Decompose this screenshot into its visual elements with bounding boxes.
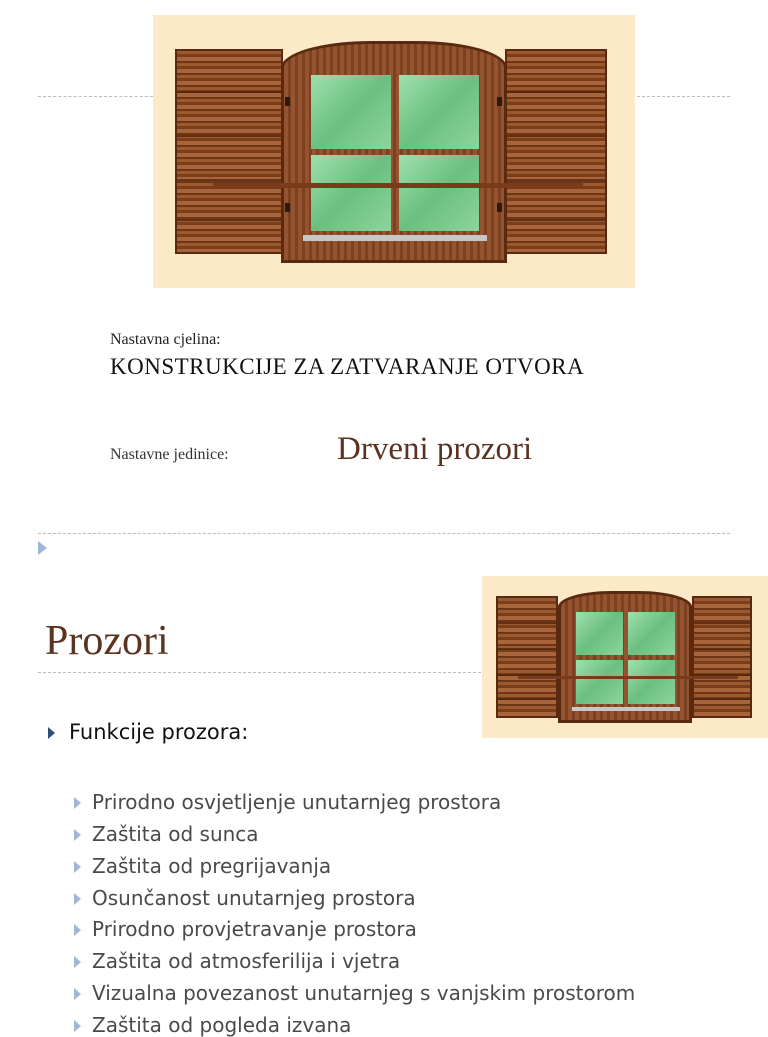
label-nastavna-cjelina: Nastavna cjelina: — [110, 331, 221, 348]
label-nastavne-jedinice: Nastavne jedinice: — [110, 446, 229, 463]
slide1-top-divider-right — [632, 96, 730, 97]
list-item: Vizualna povezanost unutarnjeg s vanjskim prostorom — [92, 981, 636, 1005]
glass-pane — [311, 75, 391, 149]
bullet-icon — [74, 924, 81, 936]
list-item: Osunčanost unutarnjeg prostora — [92, 886, 416, 910]
list-item: Prirodno osvjetljenje unutarnjeg prostora — [92, 790, 502, 814]
list-item: Zaštita od pregrijavanja — [92, 854, 332, 878]
bullet-icon — [74, 861, 81, 873]
window-sill — [572, 707, 680, 711]
window-image-small — [482, 576, 768, 738]
glass-pane — [399, 75, 479, 149]
glass-pane — [628, 660, 675, 704]
cjelina-title: KONSTRUKCIJE ZA ZATVARANJE OTVORA — [110, 354, 585, 379]
glass-pane — [399, 155, 479, 231]
glass-pane — [311, 155, 391, 231]
bullet-icon — [74, 988, 81, 1000]
slide1-bottom-divider — [38, 533, 730, 534]
main-bullet-text: Funkcije prozora: — [69, 720, 249, 744]
bullet-icon — [74, 797, 81, 809]
bullet-icon — [74, 893, 81, 905]
list-item: Prirodno provjetravanje prostora — [92, 917, 417, 941]
hinge-icon — [285, 203, 290, 212]
window-bar — [213, 183, 583, 188]
slide2-title: Prozori — [45, 618, 169, 664]
list-item: Zaštita od sunca — [92, 822, 259, 846]
glass-pane — [628, 612, 675, 655]
glass-pane — [576, 660, 623, 704]
window-sill — [303, 235, 487, 241]
glass-pane — [576, 612, 623, 655]
right-shutter — [505, 49, 607, 254]
bullet-icon — [74, 956, 81, 968]
list-item: Zaštita od atmosferilija i vjetra — [92, 949, 401, 973]
bullet-icon — [74, 829, 81, 841]
hinge-icon — [497, 203, 502, 212]
slide-marker-icon — [38, 541, 47, 555]
right-shutter — [692, 596, 752, 718]
hinge-icon — [285, 97, 290, 106]
slide2-title-divider — [38, 672, 486, 673]
list-item: Zaštita od pogleda izvana — [92, 1013, 352, 1037]
left-shutter — [175, 49, 283, 254]
main-bullet-icon — [48, 727, 55, 739]
bullet-icon — [74, 1020, 81, 1032]
jedinica-title: Drveni prozori — [337, 431, 533, 467]
hinge-icon — [497, 97, 502, 106]
window-bar — [518, 676, 738, 679]
slide1-top-divider-left — [38, 96, 158, 97]
window-image-large — [153, 15, 635, 288]
left-shutter — [496, 596, 558, 718]
